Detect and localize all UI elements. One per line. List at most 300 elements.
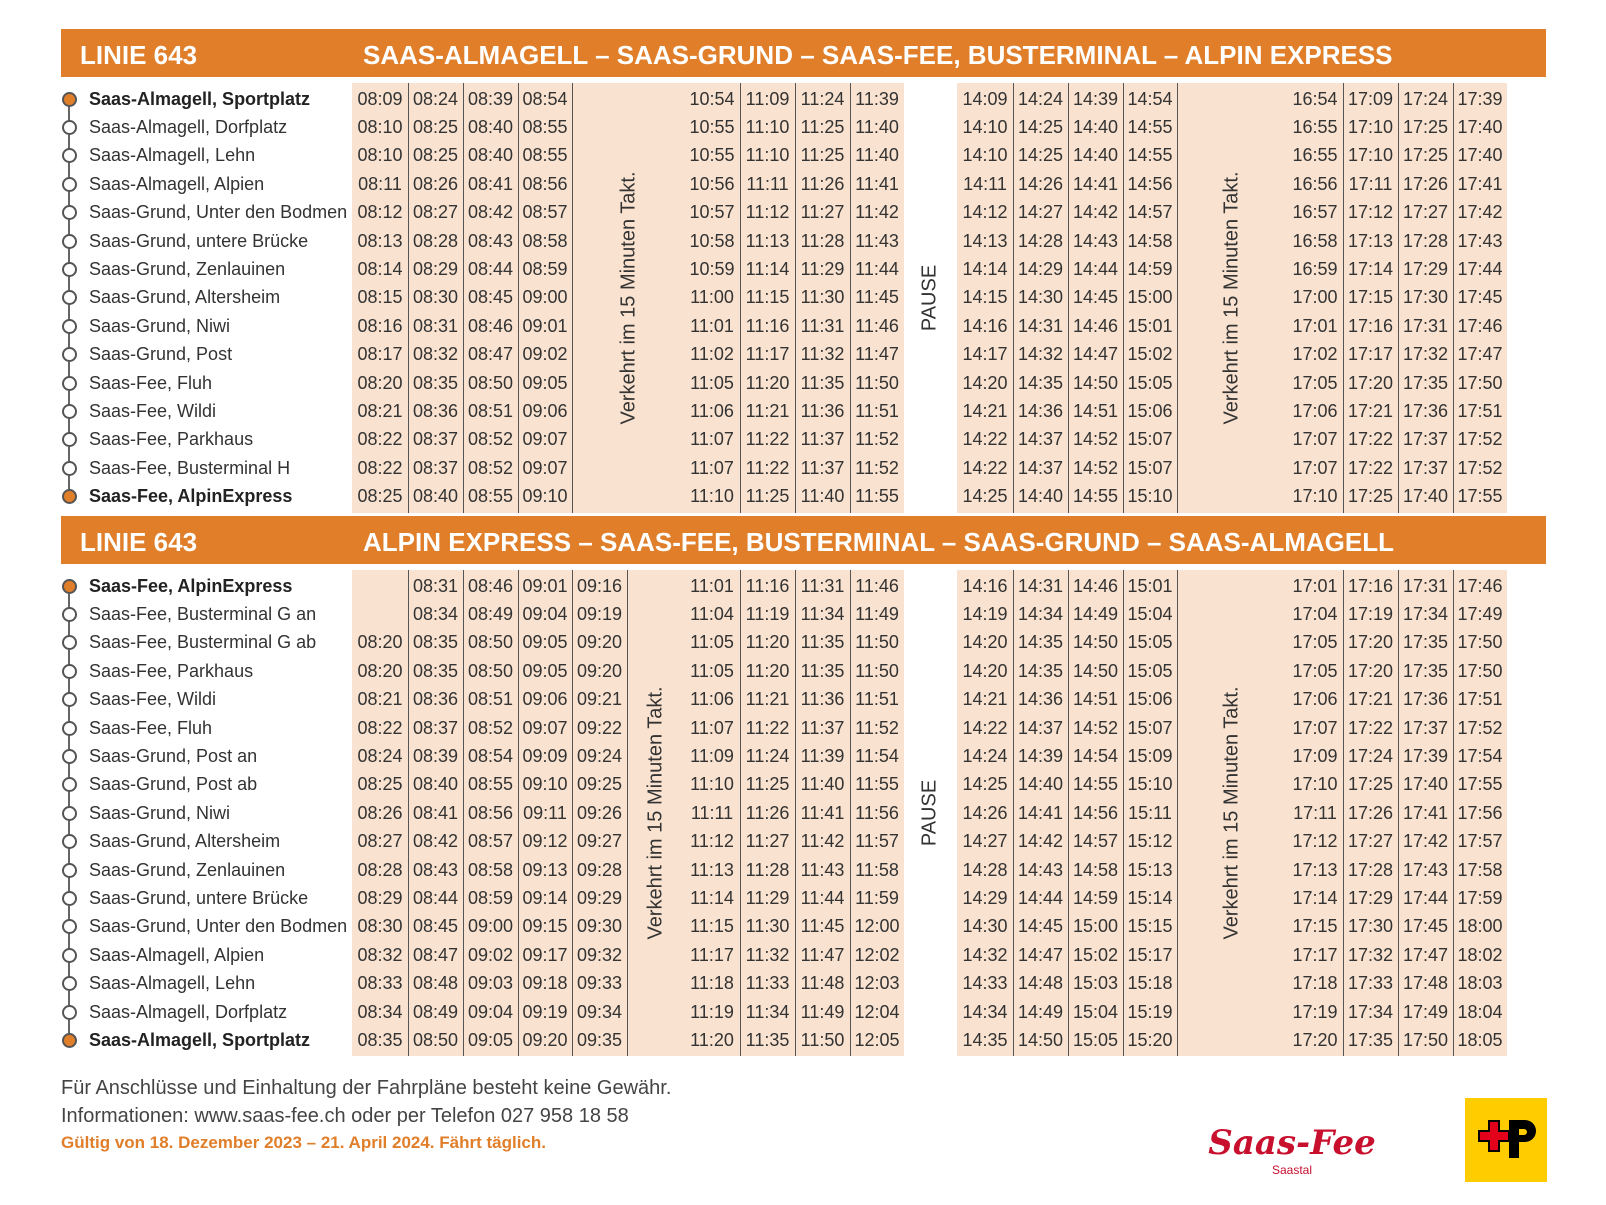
departure-time: 11:40	[855, 116, 899, 137]
departure-time: 08:29	[412, 258, 459, 279]
stop-name: Saas-Grund, Post ab	[89, 774, 258, 795]
departure-time: 17:29	[1347, 887, 1394, 908]
departure-time: 14:40	[1017, 774, 1064, 795]
departure-time: 14:51	[1072, 689, 1119, 710]
stop-icon	[62, 290, 77, 305]
departure-time: 17:50	[1457, 372, 1503, 393]
departure-time: 08:42	[412, 831, 459, 852]
departure-time: 14:28	[1017, 230, 1064, 251]
departure-time: 08:34	[357, 1001, 403, 1022]
departure-time: 11:20	[745, 660, 790, 681]
departure-time: 10:57	[689, 202, 735, 223]
departure-time: 18:02	[1457, 944, 1503, 965]
departure-time: 11:07	[690, 717, 734, 738]
departure-time: 14:32	[962, 944, 1008, 965]
departure-time: 09:01	[522, 575, 568, 596]
departure-time: 14:20	[962, 660, 1008, 681]
departure-time: 11:02	[690, 344, 734, 365]
departure-time: 11:44	[855, 258, 899, 279]
departure-time: 09:04	[467, 1001, 514, 1022]
departure-time: 11:39	[800, 745, 845, 766]
departure-time: 08:21	[357, 400, 403, 421]
terminal-stop-icon	[62, 579, 77, 594]
departure-time: 11:24	[800, 88, 845, 109]
departure-time: 14:22	[962, 457, 1008, 478]
departure-time: 17:59	[1457, 887, 1503, 908]
departure-time: 08:22	[357, 429, 403, 450]
departure-time: 14:25	[962, 486, 1008, 507]
departure-time: 15:13	[1127, 859, 1173, 880]
departure-time: 11:46	[855, 315, 899, 336]
departure-time: 14:27	[962, 831, 1008, 852]
departure-time: 11:59	[855, 887, 899, 908]
departure-time: 14:52	[1072, 429, 1119, 450]
departure-time: 11:49	[855, 603, 899, 624]
departure-time: 17:42	[1457, 202, 1503, 223]
departure-time: 14:52	[1072, 717, 1119, 738]
departure-time: 17:49	[1402, 1001, 1449, 1022]
departure-time: 18:05	[1457, 1029, 1503, 1050]
departure-time: 17:44	[1402, 887, 1449, 908]
departure-time: 08:30	[357, 916, 403, 937]
departure-time: 08:56	[522, 173, 568, 194]
departure-time: 15:11	[1128, 802, 1172, 823]
departure-time: 14:45	[1072, 287, 1119, 308]
departure-time: 14:21	[962, 689, 1008, 710]
departure-time	[352, 572, 408, 601]
departure-time: 08:35	[412, 372, 459, 393]
departure-time: 17:04	[1292, 603, 1338, 624]
departure-time: 14:46	[1072, 315, 1119, 336]
stop-name: Saas-Grund, Post an	[89, 745, 258, 766]
departure-time: 14:17	[962, 344, 1008, 365]
departure-time: 14:50	[1017, 1029, 1064, 1050]
stop-name: Saas-Grund, untere Brücke	[89, 230, 309, 251]
departure-time: 09:29	[576, 887, 623, 908]
departure-time: 08:52	[467, 717, 514, 738]
departure-time: 08:20	[357, 632, 403, 653]
departure-time: 15:02	[1072, 944, 1119, 965]
departure-time: 08:26	[357, 802, 403, 823]
departure-time: 08:29	[357, 887, 403, 908]
departure-time: 14:56	[1127, 173, 1173, 194]
departure-time: 09:21	[576, 689, 623, 710]
stop-name: Saas-Fee, AlpinExpress	[89, 575, 293, 596]
stop-icon	[62, 635, 77, 650]
departure-time: 11:25	[800, 116, 845, 137]
interval-note: PAUSE	[918, 779, 941, 847]
departure-time: 08:58	[467, 859, 514, 880]
departure-time: 14:34	[962, 1001, 1008, 1022]
stop-name: Saas-Fee, Wildi	[89, 689, 217, 710]
departure-time: 15:04	[1072, 1001, 1119, 1022]
departure-time: 14:36	[1017, 400, 1064, 421]
departure-time: 11:33	[745, 973, 790, 994]
departure-time: 14:55	[1072, 486, 1119, 507]
departure-time: 08:32	[412, 344, 459, 365]
departure-time: 17:20	[1347, 660, 1394, 681]
departure-time: 11:28	[800, 230, 845, 251]
departure-time: 09:20	[576, 660, 623, 681]
departure-time: 15:14	[1127, 887, 1173, 908]
departure-time: 15:07	[1127, 429, 1173, 450]
departure-time: 09:18	[522, 973, 568, 994]
departure-time: 17:25	[1347, 486, 1394, 507]
departure-time: 09:05	[522, 632, 568, 653]
departure-time: 09:01	[522, 315, 568, 336]
departure-time: 14:31	[1017, 575, 1064, 596]
section-2-header	[61, 516, 1546, 564]
departure-time: 15:00	[1072, 916, 1119, 937]
departure-time: 17:32	[1402, 344, 1449, 365]
stop-name: Saas-Grund, Zenlauinen	[89, 258, 286, 279]
departure-time: 11:43	[800, 859, 845, 880]
stop-name: Saas-Fee, Busterminal G ab	[89, 632, 317, 653]
departure-time: 08:25	[357, 774, 403, 795]
departure-time: 14:09	[962, 88, 1008, 109]
departure-time: 14:37	[1017, 429, 1064, 450]
departure-time: 08:40	[412, 486, 459, 507]
departure-time: 17:14	[1347, 258, 1394, 279]
departure-time: 08:24	[412, 88, 459, 109]
departure-time: 08:20	[357, 372, 403, 393]
departure-time: 11:31	[800, 315, 845, 336]
stop-icon	[62, 347, 77, 362]
departure-time: 14:55	[1127, 145, 1173, 166]
departure-time: 16:55	[1292, 145, 1338, 166]
departure-time: 17:29	[1402, 258, 1449, 279]
terminal-stop-icon	[62, 489, 77, 504]
departure-time: 08:46	[467, 575, 514, 596]
departure-time: 14:34	[1017, 603, 1064, 624]
departure-time: 08:47	[412, 944, 459, 965]
departure-time: 17:15	[1347, 287, 1394, 308]
departure-time: 17:00	[1292, 287, 1338, 308]
departure-time: 08:21	[357, 689, 403, 710]
departure-time: 18:00	[1457, 916, 1503, 937]
departure-time: 17:10	[1347, 145, 1394, 166]
departure-time: 14:25	[1017, 145, 1064, 166]
departure-time: 11:37	[800, 717, 845, 738]
departure-time: 17:13	[1292, 859, 1338, 880]
departure-time: 17:18	[1292, 973, 1338, 994]
departure-time: 11:52	[855, 717, 899, 738]
departure-time: 14:41	[1072, 173, 1119, 194]
departure-time: 09:11	[523, 802, 567, 823]
departure-time: 17:20	[1347, 372, 1394, 393]
departure-time: 17:26	[1347, 802, 1394, 823]
stop-name: Saas-Almagell, Alpien	[89, 944, 265, 965]
departure-time: 08:27	[412, 202, 459, 223]
departure-time: 08:40	[412, 774, 459, 795]
departure-time: 14:33	[962, 973, 1008, 994]
departure-time: 08:54	[467, 745, 514, 766]
departure-time: 09:02	[522, 344, 568, 365]
departure-time: 11:35	[745, 1029, 790, 1050]
departure-time: 14:30	[1017, 287, 1064, 308]
departure-time: 14:40	[1072, 116, 1119, 137]
departure-time: 17:40	[1457, 145, 1503, 166]
departure-time: 15:05	[1127, 632, 1173, 653]
departure-time: 09:19	[522, 1001, 568, 1022]
departure-time: 15:06	[1127, 689, 1173, 710]
departure-time: 14:46	[1072, 575, 1119, 596]
departure-time: 14:43	[1072, 230, 1119, 251]
departure-time: 17:06	[1292, 400, 1338, 421]
departure-time: 08:22	[357, 717, 403, 738]
departure-time: 11:58	[855, 859, 899, 880]
departure-time: 11:05	[690, 660, 734, 681]
departure-time: 17:41	[1402, 802, 1449, 823]
departure-time: 08:25	[412, 145, 459, 166]
departure-time: 11:10	[690, 774, 734, 795]
stop-icon	[62, 863, 77, 878]
departure-time: 17:36	[1402, 400, 1449, 421]
departure-time: 12:04	[854, 1001, 900, 1022]
departure-time: 11:22	[745, 429, 790, 450]
departure-time: 11:21	[745, 689, 790, 710]
departure-time: 12:03	[854, 973, 900, 994]
stop-name: Saas-Grund, Niwi	[89, 315, 231, 336]
departure-time: 17:10	[1347, 116, 1394, 137]
departure-time: 08:47	[467, 344, 514, 365]
departure-time: 11:12	[745, 202, 790, 223]
departure-time: 08:51	[467, 400, 514, 421]
departure-time: 17:25	[1402, 145, 1449, 166]
departure-time: 08:55	[522, 145, 568, 166]
departure-time: 15:05	[1127, 372, 1173, 393]
stop-name: Saas-Fee, Fluh	[89, 717, 213, 738]
departure-time: 08:35	[357, 1029, 403, 1050]
departure-time: 09:02	[467, 944, 514, 965]
departure-time: 08:51	[467, 689, 514, 710]
departure-time: 08:50	[467, 632, 514, 653]
departure-time: 14:59	[1127, 258, 1173, 279]
logo-subtitle: Saastal	[1271, 1163, 1313, 1177]
departure-time: 09:17	[522, 944, 568, 965]
departure-time: 14:36	[1017, 689, 1064, 710]
departure-time: 11:09	[745, 88, 790, 109]
departure-time: 17:35	[1347, 1029, 1394, 1050]
departure-time: 15:17	[1127, 944, 1173, 965]
departure-time: 12:05	[854, 1029, 900, 1050]
departure-time: 14:56	[1072, 802, 1119, 823]
departure-time: 17:01	[1292, 575, 1338, 596]
departure-time: 17:13	[1347, 230, 1394, 251]
departure-time: 09:06	[522, 689, 568, 710]
departure-time: 11:27	[745, 831, 790, 852]
departure-time: 11:37	[800, 457, 845, 478]
departure-time: 14:50	[1072, 660, 1119, 681]
departure-time: 11:00	[690, 287, 734, 308]
departure-time: 08:41	[467, 173, 514, 194]
departure-time: 08:50	[467, 660, 514, 681]
stop-name: Saas-Fee, Parkhaus	[89, 429, 254, 450]
departure-time: 17:22	[1347, 429, 1394, 450]
departure-time: 11:49	[800, 1001, 845, 1022]
departure-time: 17:43	[1402, 859, 1449, 880]
departure-time: 17:27	[1402, 202, 1449, 223]
stop-name: Saas-Grund, Altersheim	[89, 831, 281, 852]
departure-time: 08:40	[467, 145, 514, 166]
departure-time: 11:04	[690, 603, 734, 624]
departure-time: 14:40	[1017, 486, 1064, 507]
terminal-stop-icon	[62, 92, 77, 107]
departure-time: 08:43	[412, 859, 459, 880]
departure-time: 17:33	[1347, 973, 1394, 994]
departure-time: 11:45	[855, 287, 899, 308]
stop-name: Saas-Grund, untere Brücke	[89, 887, 309, 908]
departure-time: 11:14	[690, 887, 734, 908]
departure-time: 15:15	[1127, 916, 1173, 937]
departure-time: 14:22	[962, 717, 1008, 738]
stop-name: Saas-Grund, Altersheim	[89, 287, 281, 308]
departure-time: 08:49	[412, 1001, 459, 1022]
departure-time: 09:28	[576, 859, 623, 880]
departure-time: 11:45	[800, 916, 845, 937]
departure-time: 14:24	[962, 745, 1008, 766]
departure-time: 14:39	[1017, 745, 1064, 766]
saas-fee-logo	[1208, 1122, 1376, 1182]
departure-time: 08:36	[412, 400, 459, 421]
departure-time: 09:32	[576, 944, 623, 965]
departure-time: 11:17	[690, 944, 734, 965]
departure-time: 11:52	[855, 457, 899, 478]
departure-time: 08:55	[467, 486, 514, 507]
stop-icon	[62, 319, 77, 334]
departure-time: 11:44	[800, 887, 845, 908]
departure-time: 08:32	[357, 944, 403, 965]
departure-time: 09:20	[522, 1029, 568, 1050]
departure-time: 11:22	[745, 457, 790, 478]
departure-time: 17:52	[1457, 717, 1503, 738]
departure-time: 18:04	[1457, 1001, 1503, 1022]
stop-icon	[62, 749, 77, 764]
departure-time: 17:19	[1347, 603, 1394, 624]
departure-time: 08:17	[357, 344, 403, 365]
interval-note: Verkehrt im 15 Minuten Takt.	[644, 686, 667, 940]
departure-time: 08:49	[467, 603, 514, 624]
departure-time: 14:50	[1072, 372, 1119, 393]
departure-time: 11:52	[855, 429, 899, 450]
departure-time: 14:40	[1072, 145, 1119, 166]
departure-time: 14:25	[1017, 116, 1064, 137]
stop-icon	[62, 432, 77, 447]
departure-time: 11:42	[800, 831, 845, 852]
departure-time: 09:16	[576, 575, 623, 596]
departure-time: 11:28	[745, 859, 790, 880]
departure-time: 08:37	[412, 457, 459, 478]
departure-time: 08:57	[467, 831, 514, 852]
departure-time: 14:58	[1127, 230, 1173, 251]
departure-time: 09:35	[576, 1029, 623, 1050]
departure-time: 08:25	[412, 116, 459, 137]
departure-time: 08:09	[357, 88, 403, 109]
departure-time: 14:16	[962, 575, 1008, 596]
route-title: SAAS-ALMAGELL – SAAS-GRUND – SAAS-FEE, BUSTERMINAL – ALPIN EXPRESS	[363, 40, 1393, 70]
departure-time: 11:47	[855, 344, 899, 365]
departure-time: 09:34	[576, 1001, 623, 1022]
departure-time: 17:43	[1457, 230, 1503, 251]
stop-icon	[62, 976, 77, 991]
departure-time: 17:31	[1402, 315, 1449, 336]
departure-time: 14:29	[962, 887, 1008, 908]
departure-time: 11:40	[800, 774, 845, 795]
stop-name: Saas-Grund, Zenlauinen	[89, 859, 286, 880]
departure-time: 16:58	[1292, 230, 1338, 251]
departure-time: 14:49	[1072, 603, 1119, 624]
departure-time: 11:43	[855, 230, 899, 251]
departure-time: 09:07	[522, 457, 568, 478]
departure-time: 14:29	[1017, 258, 1064, 279]
departure-time: 08:56	[467, 802, 514, 823]
departure-time: 08:26	[412, 173, 459, 194]
departure-time: 11:46	[855, 575, 899, 596]
departure-time: 08:57	[522, 202, 568, 223]
stop-name: Saas-Grund, Unter den Bodmen	[89, 916, 348, 937]
departure-time: 17:50	[1402, 1029, 1449, 1050]
departure-time: 14:25	[962, 774, 1008, 795]
departure-time: 17:14	[1292, 887, 1338, 908]
departure-time: 16:55	[1292, 116, 1338, 137]
departure-time: 11:19	[745, 603, 790, 624]
departure-time: 11:07	[690, 457, 734, 478]
departure-time: 11:34	[800, 603, 845, 624]
departure-time: 11:36	[800, 689, 845, 710]
departure-time: 11:14	[745, 258, 790, 279]
departure-time: 14:22	[962, 429, 1008, 450]
departure-time: 10:54	[689, 88, 735, 109]
departure-time: 14:58	[1072, 859, 1119, 880]
stop-name: Saas-Fee, AlpinExpress	[89, 486, 293, 507]
departure-time: 09:33	[576, 973, 623, 994]
departure-time: 14:24	[1017, 88, 1064, 109]
departure-time: 08:10	[357, 145, 403, 166]
logo-wordmark: Saas-Fee	[1208, 1123, 1376, 1163]
departure-time: 17:16	[1347, 575, 1394, 596]
departure-time: 16:56	[1292, 173, 1338, 194]
departure-time: 08:28	[412, 230, 459, 251]
departure-time: 15:00	[1127, 287, 1173, 308]
departure-time: 17:07	[1292, 429, 1338, 450]
stop-name: Saas-Fee, Fluh	[89, 372, 213, 393]
stop-icon	[62, 177, 77, 192]
departure-time: 09:24	[576, 745, 623, 766]
departure-time: 14:12	[962, 202, 1008, 223]
line-number: LINIE 643	[80, 40, 198, 70]
terminal-stop-icon	[62, 1033, 77, 1048]
departure-time	[352, 600, 408, 629]
departure-time: 11:41	[800, 802, 845, 823]
departure-time: 15:19	[1127, 1001, 1173, 1022]
departure-time: 17:02	[1292, 344, 1338, 365]
departure-time: 15:01	[1127, 575, 1173, 596]
departure-time: 17:40	[1402, 774, 1449, 795]
departure-time: 08:15	[357, 287, 403, 308]
departure-time: 09:27	[576, 831, 623, 852]
departure-time: 17:11	[1293, 802, 1337, 823]
departure-time: 11:11	[746, 173, 789, 194]
departure-time: 17:25	[1402, 116, 1449, 137]
departure-time: 08:48	[412, 973, 459, 994]
departure-time: 08:12	[357, 202, 403, 223]
departure-time: 08:20	[357, 660, 403, 681]
departure-time: 17:19	[1292, 1001, 1338, 1022]
departure-time: 11:20	[690, 1029, 734, 1050]
departure-time: 11:27	[800, 202, 845, 223]
departure-time: 17:32	[1347, 944, 1394, 965]
departure-time: 08:35	[412, 660, 459, 681]
